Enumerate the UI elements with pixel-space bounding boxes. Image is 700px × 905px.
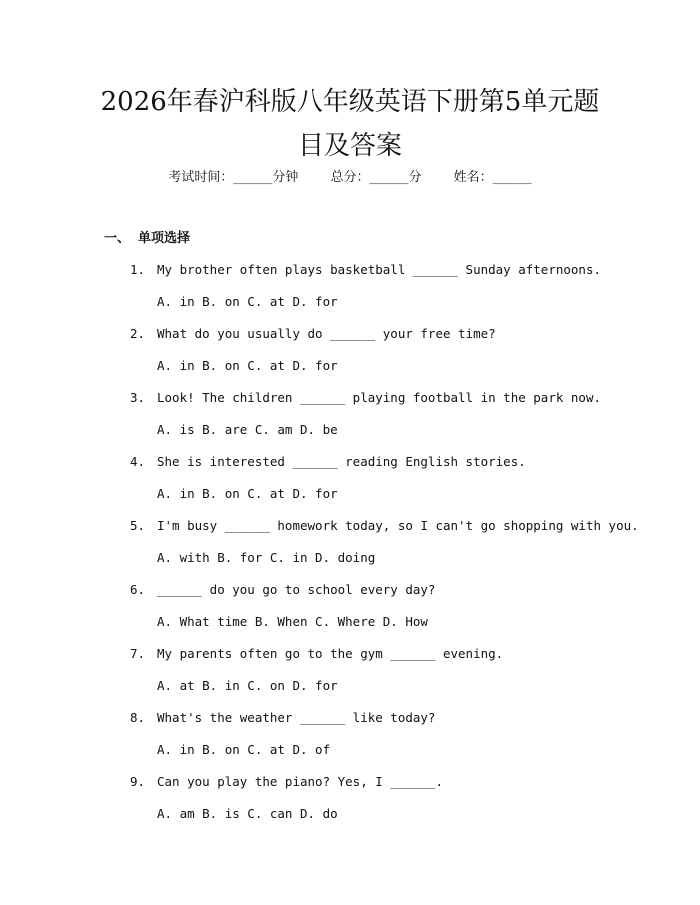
question-options: A. in B. on C. at D. of xyxy=(157,742,331,757)
question-stem: My brother often plays basketball ______ Sunday afternoons. xyxy=(157,262,602,277)
section-number: 一、 xyxy=(104,231,131,246)
question-number: 4. xyxy=(130,454,146,469)
document-title xyxy=(90,80,610,168)
question-item xyxy=(0,453,700,517)
question-stem: I'm busy ______ homework today, so I can't go shopping with you. xyxy=(157,518,639,533)
question-number: 6. xyxy=(130,582,146,597)
question-stem: She is interested ______ reading English stories. xyxy=(157,454,526,469)
question-list xyxy=(0,261,700,837)
question-stem: What's the weather ______ like today? xyxy=(157,710,436,725)
question-number: 9. xyxy=(130,774,146,789)
question-item xyxy=(0,709,700,773)
question-options: A. am B. is C. can D. do xyxy=(157,806,338,821)
title-line-2: 目及答案 xyxy=(297,131,402,161)
question-number: 3. xyxy=(130,390,146,405)
question-stem: What do you usually do ______ your free time? xyxy=(157,326,496,341)
question-stem: ______ do you go to school every day? xyxy=(157,582,436,597)
question-item xyxy=(0,581,700,645)
question-number: 1. xyxy=(130,262,146,277)
question-item xyxy=(0,773,700,837)
question-options: A. What time B. When C. Where D. How xyxy=(157,614,428,629)
question-item xyxy=(0,325,700,389)
student-name-field: 姓名：______ xyxy=(453,170,532,185)
exam-time-field: 考试时间：______分钟 xyxy=(168,170,299,185)
question-number: 2. xyxy=(130,326,146,341)
question-stem: Look! The children ______ playing football in the park now. xyxy=(157,390,602,405)
question-stem: Can you play the piano? Yes, I ______. xyxy=(157,774,443,789)
question-item xyxy=(0,261,700,325)
question-options: A. with B. for C. in D. doing xyxy=(157,550,376,565)
question-number: 7. xyxy=(130,646,146,661)
question-options: A. in B. on C. at D. for xyxy=(157,294,338,309)
exam-info-line xyxy=(0,169,700,187)
total-score-field: 总分：______分 xyxy=(330,170,422,185)
question-item xyxy=(0,517,700,581)
section-heading xyxy=(104,230,190,248)
question-options: A. in B. on C. at D. for xyxy=(157,486,338,501)
question-options: A. in B. on C. at D. for xyxy=(157,358,338,373)
question-item xyxy=(0,389,700,453)
question-item xyxy=(0,645,700,709)
title-line-1: 2026年春沪科版八年级英语下册第5单元题 xyxy=(100,87,600,117)
question-number: 5. xyxy=(130,518,146,533)
question-number: 8. xyxy=(130,710,146,725)
question-options: A. is B. are C. am D. be xyxy=(157,422,338,437)
question-options: A. at B. in C. on D. for xyxy=(157,678,338,693)
question-stem: My parents often go to the gym ______ evening. xyxy=(157,646,504,661)
section-title: 单项选择 xyxy=(138,231,191,246)
